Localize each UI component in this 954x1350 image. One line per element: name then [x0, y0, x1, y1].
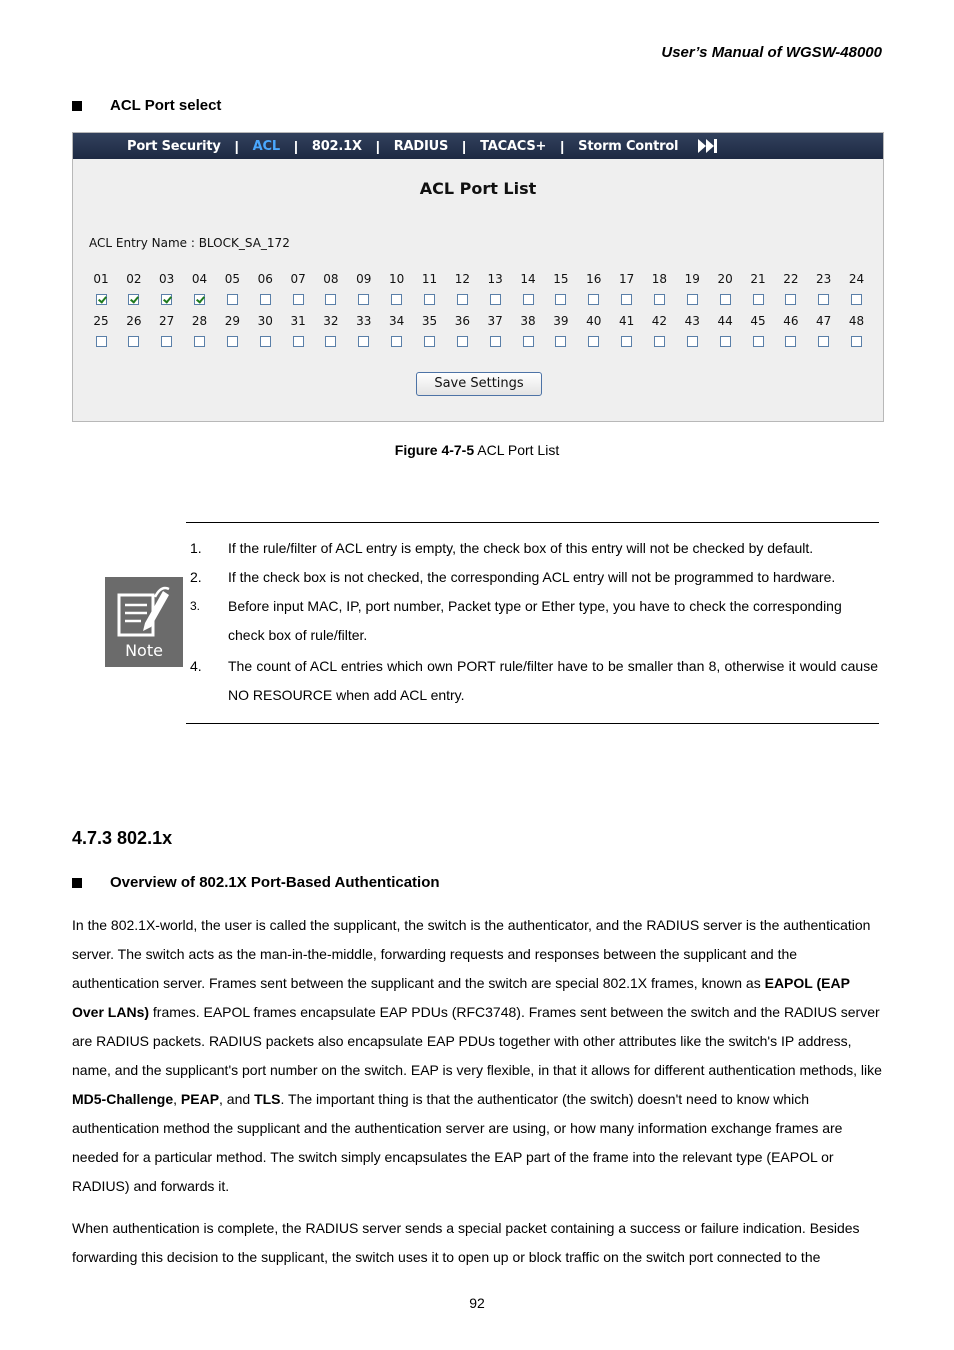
port-label: 20: [717, 272, 733, 286]
port-checkbox[interactable]: [161, 336, 172, 347]
port-label: 44: [717, 314, 733, 328]
save-settings-button[interactable]: Save Settings: [416, 372, 542, 396]
port-label: 23: [816, 272, 832, 286]
note-item: 4. The count of ACL entries which own PORT rule/filter have to be smaller than 8, otherwise it would cause NO RESOURCE when add ACL entry.: [190, 658, 878, 703]
port-label: 32: [323, 314, 339, 328]
acl-port-select-heading: [72, 97, 221, 114]
port-checkbox[interactable]: [720, 294, 731, 305]
port-label: 04: [191, 272, 208, 286]
port-label: 22: [783, 272, 799, 286]
port-checkbox[interactable]: [687, 294, 698, 305]
port-checkbox[interactable]: [654, 294, 665, 305]
port-label: 48: [848, 314, 865, 328]
tab-acl[interactable]: ACL: [252, 138, 280, 154]
port-label: 21: [750, 272, 766, 286]
port-checkbox[interactable]: [588, 336, 599, 347]
port-checkbox[interactable]: [96, 294, 107, 305]
port-checkbox[interactable]: [260, 294, 271, 305]
note-icon: [105, 577, 183, 667]
port-checkbox[interactable]: [851, 336, 862, 347]
port-label: 15: [553, 272, 569, 286]
page-header: User’s Manual of WGSW-48000: [661, 44, 882, 61]
figure-label: Figure 4-7-5: [394, 442, 475, 458]
nav-bar: Port Security | ACL | 802.1X | RADIUS | TACACS+ | Storm Control: [73, 133, 883, 159]
port-checkbox[interactable]: [851, 294, 862, 305]
port-checkbox[interactable]: [194, 336, 205, 347]
port-checkbox[interactable]: [96, 336, 107, 347]
port-checkbox[interactable]: [621, 336, 632, 347]
port-label: 16: [586, 272, 602, 286]
port-label: 24: [848, 272, 865, 286]
port-label: 17: [618, 272, 635, 286]
port-checkbox[interactable]: [358, 336, 369, 347]
port-label: 01: [93, 272, 109, 286]
note-bottom-rule: [186, 723, 879, 724]
port-label: 28: [191, 314, 208, 328]
port-checkbox[interactable]: [194, 294, 205, 305]
port-label: 05: [224, 272, 241, 286]
paragraph-1: In the 802.1X-world, the user is called the supplicant, the switch is the authenticator, and the RADIUS server is the authentication server. The switch acts as the man-in-the-middle, forwarding requests and responses between the supplicant and the authentication server. Frames sent between the supplicant and the switch are special 802.1X frames, known as EAPOL (EAP Over LANs) frames. EAPOL frames encapsulate EAP PDUs (RFC3748). Frames sent between the switch and the RADIUS server are RADIUS packets. RADIUS packets also encapsulate EAP PDUs together with other attributes like the switch's IP address, name, and the supplicant's port number on the switch. EAP is very flexible, in that it allows for different authentication methods, like MD5-Challenge, PEAP, and TLS. The important thing is that the authenticator (the switch) doesn't need to know which authentication method the supplicant and the authentication server are using, or how many information exchange frames are needed for a particular method. The switch simply encapsulates the EAP part of the frame into the relevant type (EAPOL or RADIUS) and forwards it.: [72, 917, 882, 1194]
port-checkbox[interactable]: [128, 336, 139, 347]
port-label: 33: [356, 314, 372, 328]
heading-text: ACL Port select: [110, 97, 222, 114]
port-checkbox[interactable]: [523, 294, 534, 305]
port-checkbox[interactable]: [457, 294, 468, 305]
tab-radius[interactable]: RADIUS: [393, 138, 449, 154]
port-label: 13: [487, 272, 503, 286]
port-checkbox[interactable]: [818, 294, 829, 305]
overview-heading: [72, 874, 440, 891]
bullet-square-icon: [72, 101, 82, 111]
port-checkbox[interactable]: [555, 336, 566, 347]
figure-text: ACL Port List: [474, 442, 560, 458]
port-checkbox[interactable]: [358, 294, 369, 305]
port-label: 14: [520, 272, 536, 286]
heading-text: Overview of 802.1X Port-Based Authentication: [110, 874, 440, 891]
port-checkbox[interactable]: [391, 294, 402, 305]
figure-caption: [0, 442, 954, 458]
port-checkbox[interactable]: [818, 336, 829, 347]
port-checkbox[interactable]: [391, 336, 402, 347]
port-label: 34: [389, 314, 405, 328]
port-checkbox[interactable]: [260, 336, 271, 347]
port-checkbox[interactable]: [753, 294, 764, 305]
port-label: 10: [389, 272, 405, 286]
port-label: 35: [421, 314, 438, 328]
list-title: ACL Port List: [419, 179, 537, 198]
port-checkbox[interactable]: [785, 336, 796, 347]
port-checkbox[interactable]: [720, 336, 731, 347]
note-item: 3. Before input MAC, IP, port number, Packet type or Ether type, you have to check the corresponding check box of rule/filter.: [190, 598, 842, 643]
port-label: 31: [290, 314, 306, 328]
port-checkbox[interactable]: [654, 336, 665, 347]
port-checkbox[interactable]: [293, 336, 304, 347]
port-checkbox[interactable]: [325, 294, 336, 305]
port-label: 29: [224, 314, 241, 328]
port-label: 42: [651, 314, 668, 328]
paragraph-2: When authentication is complete, the RADIUS server sends a special packet containing a success or failure indication. Besides forwarding this decision to the supplicant, the switch uses it to open up or block traffic on the switch port connected to the: [72, 1220, 860, 1265]
page-number: 92: [469, 1295, 485, 1311]
port-label: 47: [816, 314, 832, 328]
port-label: 12: [454, 272, 470, 286]
bullet-square-icon: [72, 878, 82, 888]
port-checkbox[interactable]: [227, 336, 238, 347]
port-checkbox[interactable]: [753, 336, 764, 347]
port-label: 41: [618, 314, 635, 328]
acl-port-list-screenshot: [72, 132, 884, 422]
port-label: 07: [290, 272, 306, 286]
port-checkbox[interactable]: [523, 336, 534, 347]
port-checkbox[interactable]: [227, 294, 238, 305]
note-icon-label: Note: [125, 641, 163, 660]
tab-8021x[interactable]: 802.1X: [311, 138, 362, 154]
port-label: 43: [684, 314, 700, 328]
port-checkbox[interactable]: [490, 336, 501, 347]
port-label: 26: [126, 314, 142, 328]
note-top-rule: [186, 522, 879, 523]
port-checkbox[interactable]: [128, 294, 139, 305]
port-checkbox[interactable]: [490, 294, 501, 305]
port-checkbox[interactable]: [424, 294, 435, 305]
port-label: 19: [684, 272, 700, 286]
port-label: 18: [651, 272, 668, 286]
port-label: 37: [487, 314, 503, 328]
port-checkbox[interactable]: [325, 336, 336, 347]
port-label: 02: [126, 272, 142, 286]
port-checkbox[interactable]: [161, 294, 172, 305]
port-label: 36: [454, 314, 470, 328]
port-checkbox[interactable]: [293, 294, 304, 305]
port-label: 39: [553, 314, 569, 328]
tab-storm-control[interactable]: Storm Control: [578, 138, 679, 154]
port-label: 25: [93, 314, 109, 328]
port-label: 38: [520, 314, 536, 328]
port-label: 06: [257, 272, 273, 286]
port-checkbox[interactable]: [424, 336, 435, 347]
port-label: 08: [323, 272, 339, 286]
acl-entry-name: ACL Entry Name : BLOCK_SA_172: [89, 236, 290, 250]
port-checkbox[interactable]: [621, 294, 632, 305]
port-checkbox[interactable]: [785, 294, 796, 305]
port-checkbox[interactable]: [687, 336, 698, 347]
tab-tacacs[interactable]: TACACS+: [480, 138, 547, 154]
section-title: 4.7.3 802.1x: [72, 828, 173, 848]
port-label: 46: [783, 314, 799, 328]
tab-port-security[interactable]: Port Security: [127, 138, 221, 154]
port-label: 27: [159, 314, 175, 328]
port-label: 30: [257, 314, 273, 328]
port-checkbox[interactable]: [457, 336, 468, 347]
note-item: 2. If the check box is not checked, the corresponding ACL entry will not be programmed to hardware.: [190, 569, 836, 585]
port-label: 09: [356, 272, 372, 286]
note-item: 1. If the rule/filter of ACL entry is empty, the check box of this entry will not be checked by default.: [190, 540, 814, 556]
port-checkbox[interactable]: [588, 294, 599, 305]
port-label: 11: [421, 272, 438, 286]
port-checkbox[interactable]: [555, 294, 566, 305]
fast-forward-icon[interactable]: [698, 139, 718, 153]
port-label: 40: [586, 314, 602, 328]
port-label: 45: [750, 314, 766, 328]
port-label: 03: [159, 272, 175, 286]
